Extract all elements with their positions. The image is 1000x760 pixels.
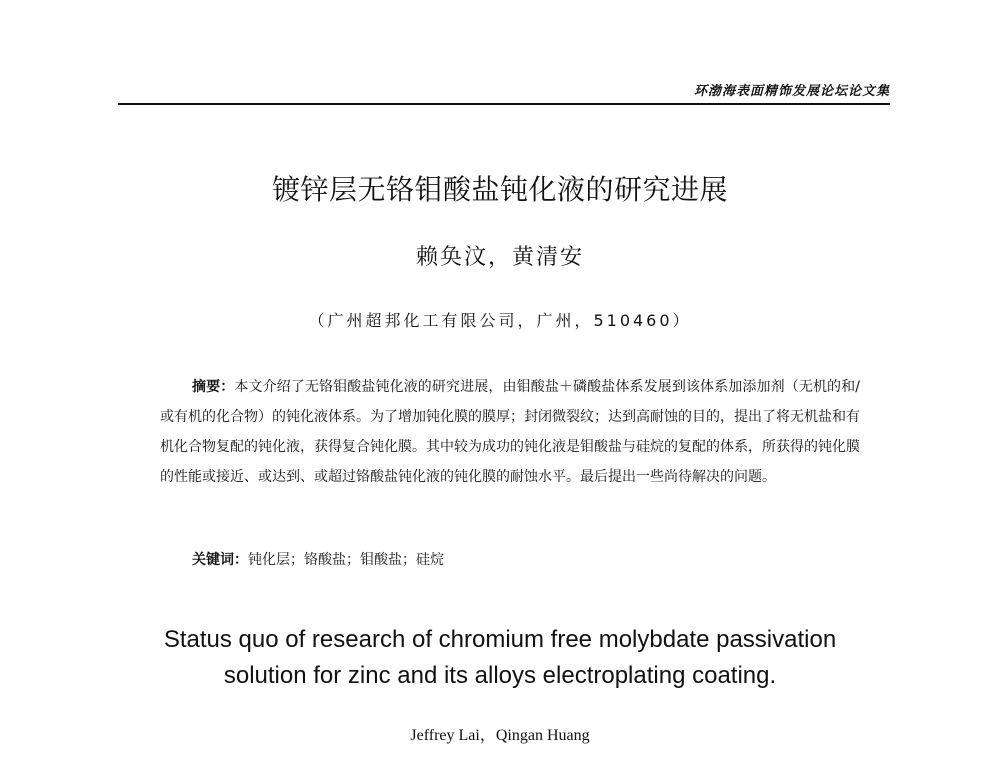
chinese-affiliation: （广州超邦化工有限公司，广州，510460）: [308, 311, 692, 330]
keywords-label: 关键词：: [192, 552, 248, 568]
chinese-title: 镀锌层无铬钼酸盐钝化液的研究进展: [271, 173, 728, 206]
chinese-abstract: [160, 372, 860, 492]
english-title: [0, 622, 1000, 694]
abstract-label: 摘要：: [192, 379, 235, 395]
english-authors: Jeffrey Lai，Qingan Huang: [410, 727, 590, 744]
english-title-line-2: solution for zinc and its alloys electroplating coating.: [223, 662, 777, 689]
header-rule: [118, 103, 890, 105]
chinese-authors: 赖奂汶，黄清安: [415, 245, 584, 270]
keywords-text: 钝化层；铬酸盐；钼酸盐；硅烷: [248, 552, 444, 568]
running-header: 环渤海表面精饰发展论坛论文集: [693, 84, 890, 99]
abstract-text: 本文介绍了无铬钼酸盐钝化液的研究进展，由钼酸盐＋磷酸盐体系发展到该体系加添加剂（无机的和/或有机的化合物）的钝化液体系。为了增加钝化膜的膜厚；封闭微裂纹；达到高耐蚀的目的，提出了将无机盐和有机化合物复配的钝化液，获得复合钝化膜。其中较为成功的钝化液是钼酸盐与硅烷的复配的体系，所获得的钝化膜的性能或接近、或达到、或超过铬酸盐钝化液的钝化膜的耐蚀水平。最后提出一些尚待解决的问题。: [160, 379, 861, 485]
english-title-line-1: Status quo of research of chromium free molybdate passivation: [163, 626, 837, 653]
chinese-keywords: [192, 548, 444, 572]
